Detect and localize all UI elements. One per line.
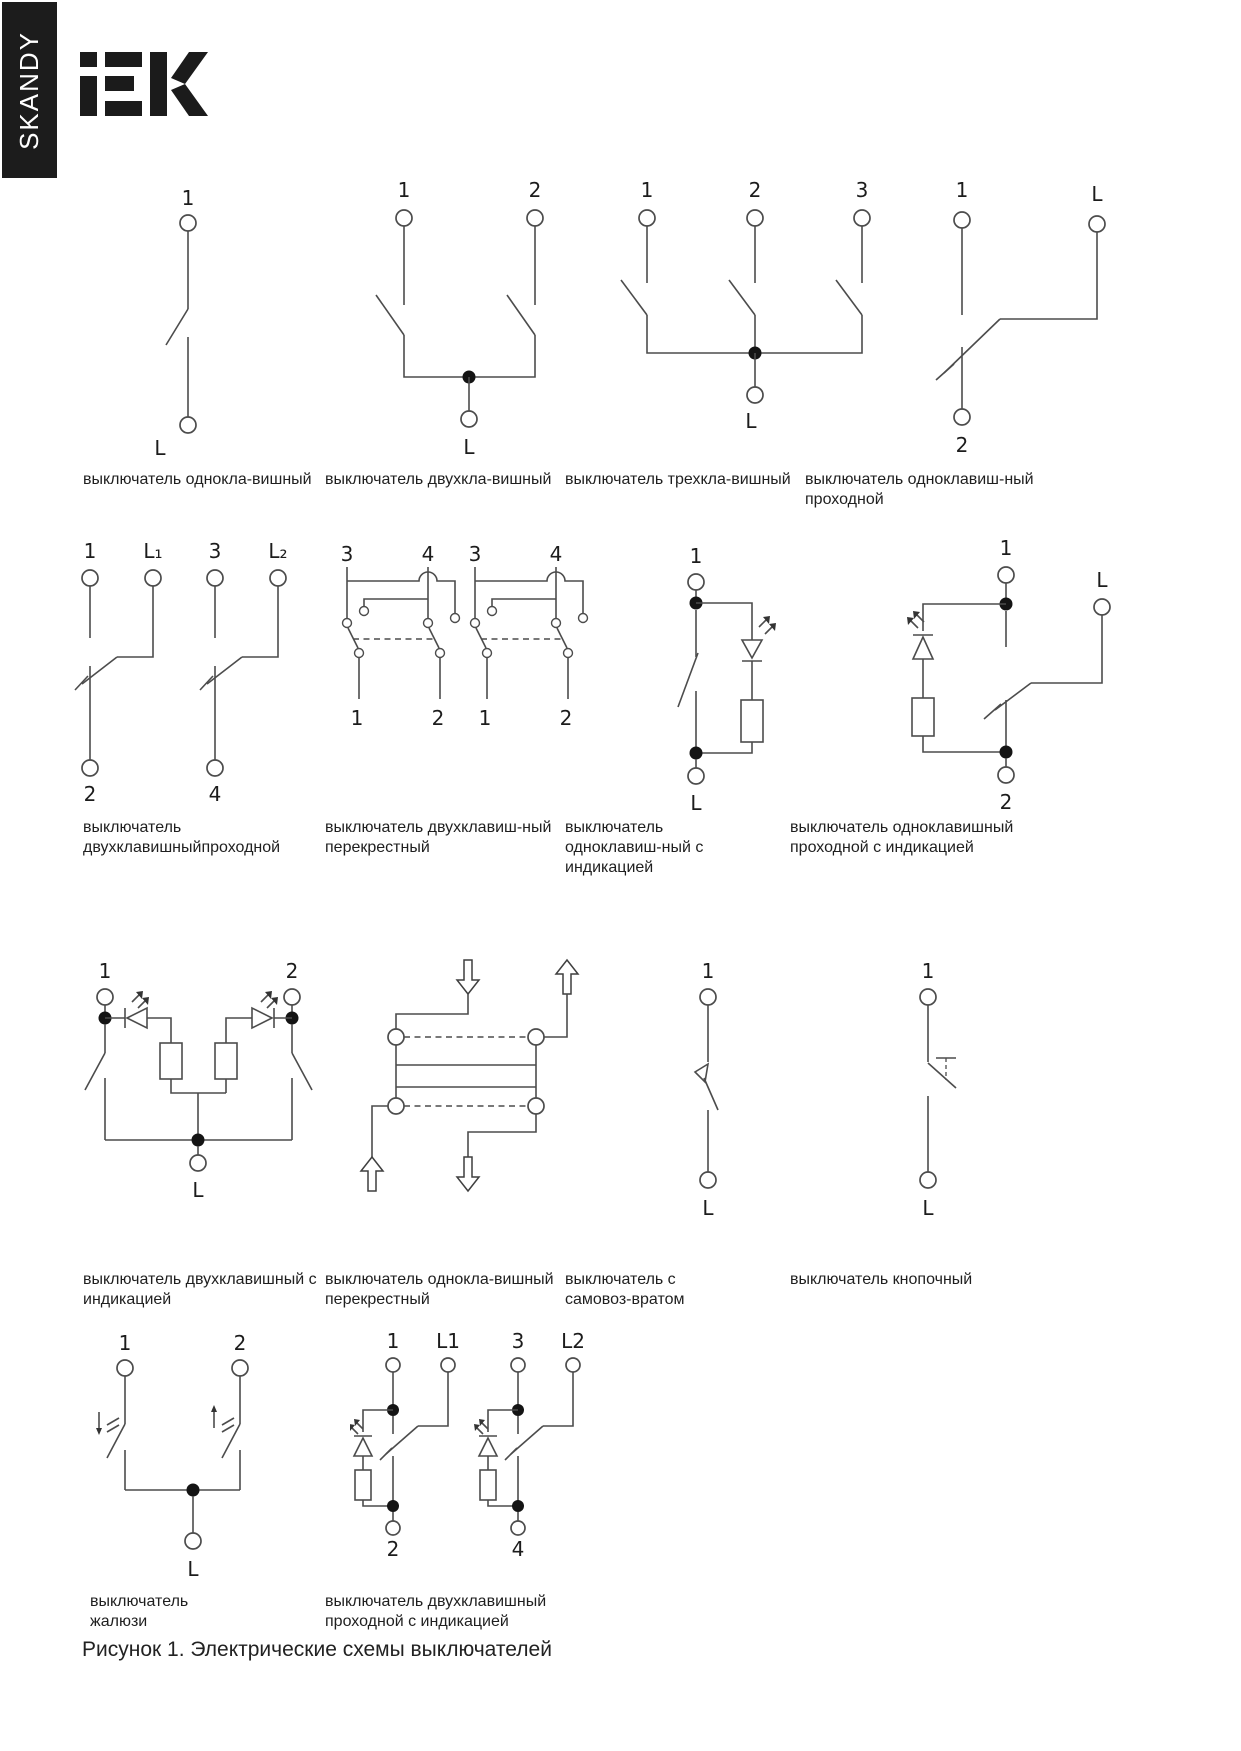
terminal-label: 3 [468,542,482,566]
terminal-label: L [1096,568,1108,592]
terminal-label: 2 [748,178,762,202]
terminal-label: 1 [999,536,1013,560]
pass-ind-unit [474,1329,585,1561]
cross-switch-unit [469,542,588,730]
schematic-single-pass-ind-switch [898,495,1133,820]
terminal-label: L2 [561,1329,585,1353]
series-banner [2,2,57,178]
caption-single-pass-switch: выключатель одноклавиш-ный проходной [805,471,1034,508]
caption-blinds-switch: выключатель жалюзи [90,1593,189,1630]
schematic-single-cross-switch [358,952,598,1247]
terminal-label: 2 [83,782,97,806]
resistor [215,1043,237,1079]
terminal-label: 1 [83,539,97,563]
schematic-single-switch [100,165,250,465]
terminal-label: 1 [478,706,492,730]
push-actuator-icon [936,1058,956,1080]
terminal-label: L [187,1557,199,1581]
caption-double-pass-switch: выключатель двухклавишныйпроходной [83,819,281,856]
caption-momentary-switch: выключатель с самовоз-вратом [565,1271,685,1308]
resistor [355,1470,371,1500]
schematic-single-pass-switch [928,165,1113,465]
terminal-label: L [922,1196,934,1220]
led-indicator-icon [907,611,933,659]
terminal-label: 1 [397,178,411,202]
schematic-single-ind-switch [655,495,795,825]
terminal-label: 3 [855,178,869,202]
resistor [160,1043,182,1079]
spring-return-icon [695,1064,708,1082]
terminal-label: 2 [431,706,445,730]
terminal-label: 1 [640,178,654,202]
terminal-label: L [154,436,166,460]
caption-single-switch: выключатель однокла-вишный [83,471,312,488]
terminal-label: 1 [701,959,715,983]
caption-triple-switch: выключатель трехкла-вишный [565,471,791,488]
terminal-label: 3 [340,542,354,566]
terminal-label: 1 [98,959,112,983]
terminal-label: 3 [511,1329,525,1353]
terminal-label: 1 [350,706,364,730]
terminal-label: 4 [208,782,222,806]
terminal-label: 1 [955,178,969,202]
down-arrow-icon [457,1157,479,1191]
terminal-label: L [690,791,702,815]
caption-double-pass-ind-switch: выключатель двухклавишный проходной с индикацией [325,1593,547,1630]
up-arrow-icon [361,1157,383,1191]
terminal-label: L₁ [143,539,163,563]
caption-single-cross-switch: выключатель однокла-вишный перекрестный [325,1271,554,1308]
series-label: SKANDY [14,30,44,150]
caption-single-ind-switch: выключатель одноклавиш-ный с индикацией [565,819,704,876]
figure-caption: Рисунок 1. Электрические схемы выключателей [82,1638,552,1661]
led-indicator-icon [742,616,776,661]
caption-double-cross-switch: выключатель двухклавиш-ный перекрестный [325,819,552,856]
schematic-double-pass-ind-switch [350,1328,600,1598]
terminal-label: L [192,1178,204,1202]
led-indicator-icon [350,1419,372,1456]
schematic-double-ind-switch [75,950,325,1210]
terminal-label: 4 [421,542,435,566]
schematic-momentary-switch [668,950,748,1250]
terminal-label: 2 [285,959,299,983]
pass-ind-unit [350,1329,460,1561]
led-indicator-icon [474,1419,497,1456]
terminal-label: 1 [921,959,935,983]
terminal-label: L₂ [268,539,288,563]
terminal-label: 2 [528,178,542,202]
iek-logo-icon [80,52,208,116]
terminal-label: 2 [955,433,969,457]
terminal-label: 2 [559,706,573,730]
terminal-label: 3 [208,539,222,563]
schematic-double-pass-switch [70,488,320,813]
resistor [480,1470,496,1500]
terminal-label: L [1091,182,1103,206]
caption-single-pass-ind-switch: выключатель одноклавишный проходной с индикацией [790,819,1014,856]
terminal-label: L [745,409,757,433]
terminal-label: 1 [118,1331,132,1355]
schematic-blinds-switch [95,1328,315,1603]
caption-double-switch: выключатель двухкла-вишный [325,471,552,488]
terminal-label: L1 [436,1329,460,1353]
caption-push-button-switch: выключатель кнопочный [790,1271,973,1288]
terminal-label: 1 [386,1329,400,1353]
schematic-double-cross-switch [315,487,600,752]
schematic-double-switch [355,165,555,465]
schematic-triple-switch [615,165,875,465]
resistor [741,700,763,742]
terminal-label: 4 [549,542,563,566]
caption-double-ind-switch: выключатель двухклавишный с индикацией [83,1271,317,1308]
down-arrow-icon [457,960,479,994]
terminal-label: 1 [689,544,703,568]
blinds-down-actuator-icon [96,1412,119,1435]
resistor [912,698,934,736]
blinds-up-actuator-icon [211,1405,234,1432]
schematic-push-button-switch [868,950,978,1250]
up-arrow-icon [556,960,578,994]
terminal-label: 4 [511,1537,525,1561]
terminal-label: 2 [999,790,1013,814]
terminal-label: 2 [233,1331,247,1355]
terminal-label: L [463,435,475,459]
terminal-label: 1 [181,186,195,210]
cross-switch-unit [341,542,460,730]
terminal-label: 2 [386,1537,400,1561]
terminal-label: L [702,1196,714,1220]
